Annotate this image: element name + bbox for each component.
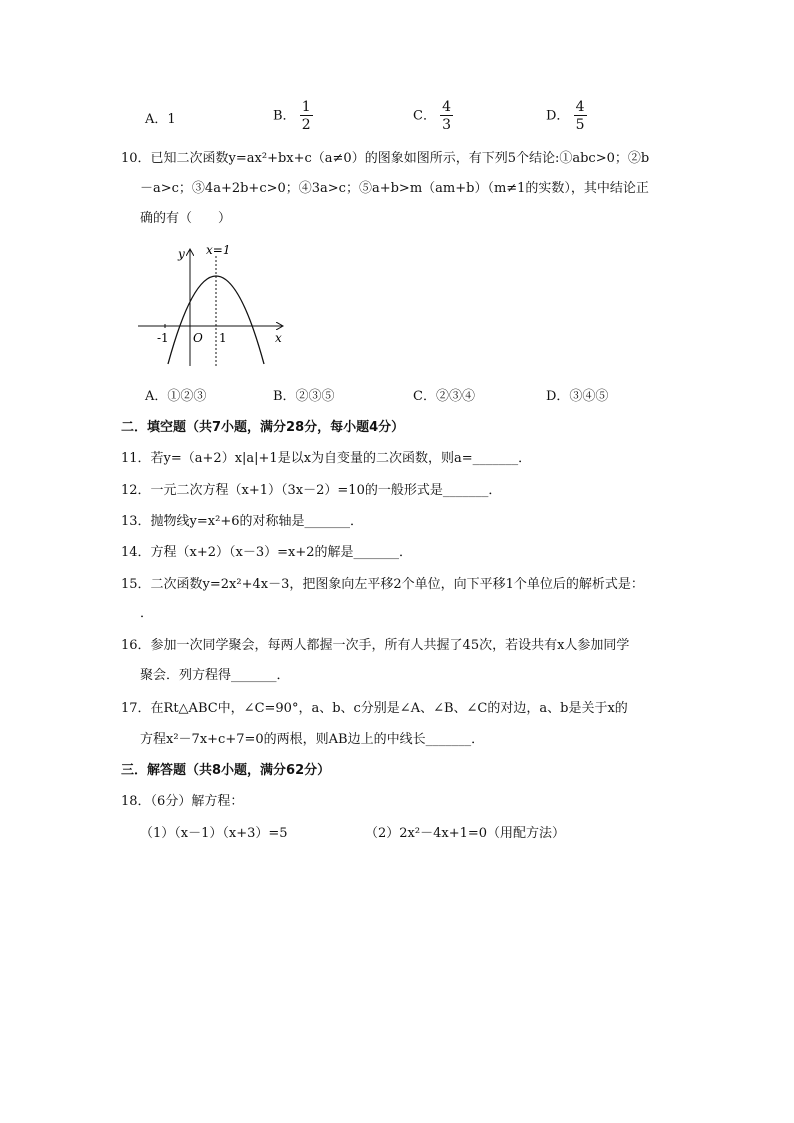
q10-line-1: 10．已知二次函数y=ax²+bx+c（a≠0）的图象如图所示，有下列5个结论:①abc>0；②b	[121, 151, 650, 166]
q16-line-1: 16．参加一次同学聚会，每两人都握一次手，所有人共握了45次，若设共有x人参加同学	[121, 638, 630, 653]
origin-label: O	[193, 331, 203, 345]
fraction-numerator: 4	[442, 99, 452, 115]
q9-option-b-label: B．	[273, 108, 296, 124]
q15-line-2: ．	[140, 606, 154, 621]
q18-part-1: （1）（x－1）（x+3）=5	[140, 826, 288, 841]
q10-line-2: －a>c；③4a+2b+c>0；④3a>c；⑤a+b>m（am+b）（m≠1的实数），其中结论正	[140, 181, 649, 196]
q9-option-b-fraction	[300, 100, 313, 132]
q10-option-b: B．②③⑤	[273, 389, 335, 404]
q9-option-c-fraction	[440, 100, 453, 132]
q10-parabola-graph	[130, 238, 290, 373]
q9-option-d-fraction	[574, 100, 587, 132]
q9-option-d	[546, 100, 587, 132]
fraction-denominator: 3	[442, 117, 452, 133]
q17-line-2: 方程x²－7x+c+7=0的两根，则AB边上的中线长_______．	[140, 732, 485, 747]
fraction-numerator: 1	[301, 99, 311, 115]
section-2-title: 二．填空题（共7小题，满分28分，每小题4分）	[121, 420, 405, 435]
q9-option-d-label: D．	[546, 108, 570, 124]
q10-option-a: A．①②③	[145, 389, 207, 404]
q13: 13．抛物线y=x²+6的对称轴是_______．	[121, 514, 363, 529]
q18: 18．（6分）解方程：	[121, 794, 244, 809]
q11: 11．若y=（a+2）x|a|+1是以x为自变量的二次函数，则a=_______．	[121, 451, 532, 466]
q17-line-1: 17．在Rt△ABC中，∠C=90°，a、b、c分别是∠A、∠B、∠C的对边，a、b是关于x的	[121, 701, 628, 716]
symmetry-axis-label: x=1	[206, 243, 231, 257]
q16-line-2: 聚会．列方程得_______．	[140, 668, 290, 683]
q10-line-3: 确的有（ ）	[140, 211, 232, 226]
q12: 12．一元二次方程（x+1）（3x－2）=10的一般形式是_______．	[121, 483, 502, 498]
q10-option-d: D．③④⑤	[546, 389, 609, 404]
q9-option-a-label: A．1	[145, 112, 176, 127]
fraction-denominator: 2	[301, 117, 311, 133]
q9-option-c	[413, 100, 453, 132]
x-axis-label: x	[275, 331, 282, 345]
q15-line-1: 15．二次函数y=2x²+4x－3，把图象向左平移2个单位，向下平移1个单位后的解析式是：	[121, 577, 644, 592]
tick-label-1: 1	[219, 331, 227, 345]
q18-part-2: （2）2x²－4x+1=0（用配方法）	[365, 826, 566, 841]
section-3-title: 三．解答题（共8小题，满分62分）	[121, 763, 331, 778]
fraction-numerator: 4	[575, 99, 585, 115]
q9-option-b	[273, 100, 313, 132]
q14: 14．方程（x+2）（x－3）=x+2的解是_______．	[121, 545, 413, 560]
fraction-denominator: 5	[575, 117, 585, 133]
q9-option-c-label: C．	[413, 108, 436, 124]
y-axis-label: y	[178, 247, 185, 261]
q10-option-c: C．②③④	[413, 389, 475, 404]
tick-label-neg1: -1	[157, 331, 169, 345]
q9-option-a	[145, 108, 176, 127]
